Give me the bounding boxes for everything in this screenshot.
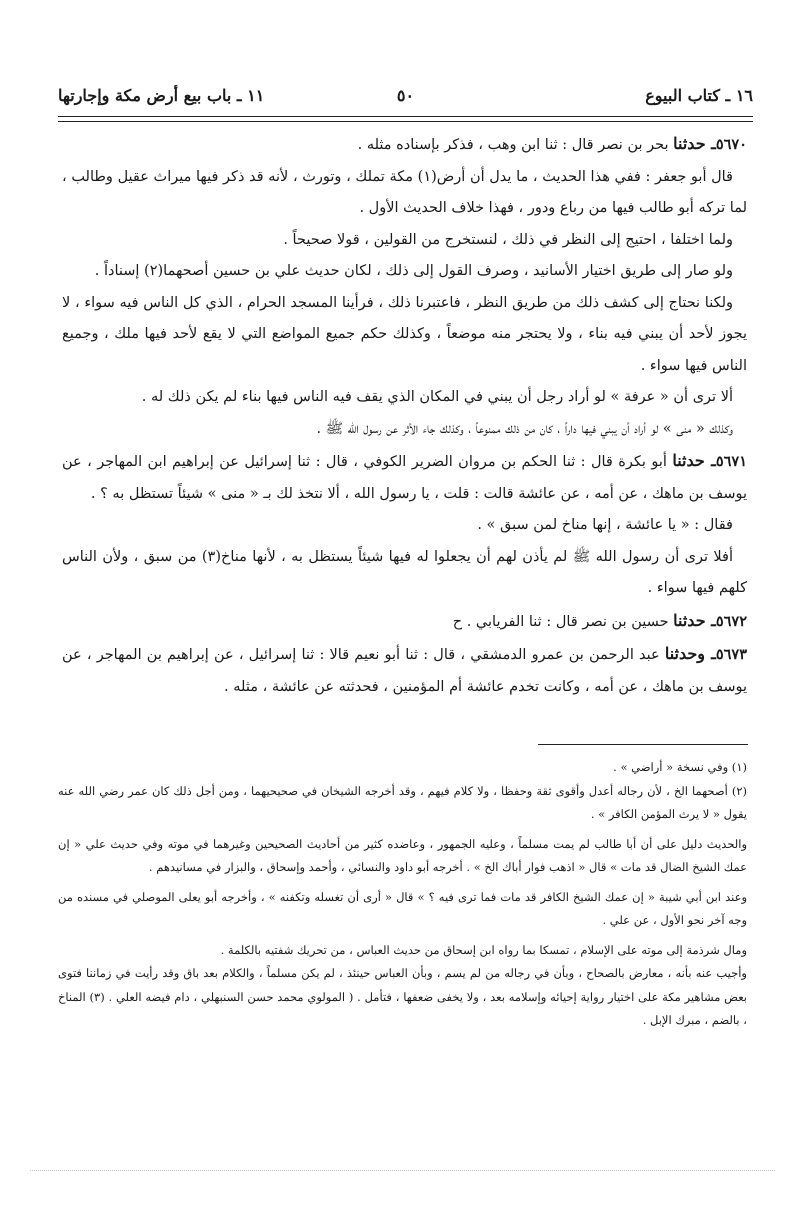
footnote-divider xyxy=(538,744,748,745)
paragraph: ولما اختلفا ، احتيج إلى النظر في ذلك ، لنستخرج من القولين ، قولا صحيحاً . xyxy=(283,231,733,248)
footnote-paragraph: وعند ابن أبي شيبة « إن عمك الشيخ الكافر قد مات فما ترى فيه ؟ » قال « أرى أن تغسله وتكفنه » ، وأخرجه أبو يعلى الموصلي في مسنده من وجه آخر نحو الأول ، عن علي . xyxy=(58,889,747,927)
main-text xyxy=(62,128,747,703)
paragraph: فقال : « يا عائشة ، إنها مناخ لمن سبق » . xyxy=(477,517,733,533)
paragraph-text: عبد الرحمن بن عمرو الدمشقي ، قال : ثنا أبو نعيم قالا : ثنا إسرائيل ، عن إبراهيم بن المهاجر ، عن يوسف بن ماهك ، عن أمه ، وكانت تخدم عائشة أم المؤمنين ، فحدثته عن عائشة ، مثله . xyxy=(62,647,747,695)
scan-edge xyxy=(30,1170,775,1171)
paragraph: أفلا ترى أن رسول الله ﷺ لم يأذن لهم أن يجعلوا له فيها شيئاً يستظل به ، لأنها مناخ(٣) من سبق ، ولأن الناس كلهم فيها سواء . xyxy=(62,548,747,596)
hadith-5672 xyxy=(62,605,747,639)
paragraph-text: حسين بن نصر قال : ثنا الفريابي . ح xyxy=(452,613,669,630)
hadith-number: ٥٦٧٠ xyxy=(715,136,747,153)
book-title: ١٦ ـ كتاب البيوع xyxy=(645,86,753,105)
hadith-5671 xyxy=(62,445,747,510)
page-number: ٥٠ xyxy=(396,86,415,105)
hadith-5673 xyxy=(62,638,747,703)
footnotes xyxy=(58,756,747,1033)
paragraph: ولكنا نحتاج إلى كشف ذلك من طريق النظر ، فاعتبرنا ذلك ، فرأينا المسجد الحرام ، الذي كل الناس فيه سواء ، لا يجوز لأحد أن يبني فيه بناء ، ولا يحتجر منه موضعاً ، وكذلك حكم جميع المواضع التي لا يقع لأحد فيها ملك ، وجميع الناس فيها سواء . xyxy=(62,294,747,374)
paragraph: ولو صار إلى طريق اختيار الأسانيد ، وصرف القول إلى ذلك ، لكان حديث علي بن حسين أصحهما(٢) إسناداً . xyxy=(94,263,733,279)
paragraph: ألا ترى أن « عرفة » لو أراد رجل أن يبني في المكان الذي يقف فيه الناس فيها بناء لم يكن ذلك له . xyxy=(141,389,733,405)
hadith-heading: ـ وحدثنا xyxy=(664,644,716,663)
footnote-1: (١) وفي نسخة « أراضي » . xyxy=(613,760,747,774)
hadith-number: ٥٦٧١ xyxy=(715,453,747,470)
footnote-paragraph: ومال شرذمة إلى موته على الإسلام ، تمسكا بما رواه ابن إسحاق من حديث العباس ، من تحريك شفتيه بالكلمة . xyxy=(220,942,747,957)
footnote-2: (٢) أصحهما الخ ، لأن رجاله أعدل وأقوى ثقة وحفظا ، ولا كلام فيهم ، وقد أخرجه الشيخان في صحيحيهما ، ومن أجل ذلك كان عمر رضي الله عنه يقول « لا يرث المؤمن الكافر » . xyxy=(58,783,747,821)
page-header xyxy=(58,86,753,114)
hadith-heading: ـ حدثنا xyxy=(672,451,716,470)
footnote-paragraph: والحديث دليل على أن أبا طالب لم يمت مسلماً ، وعليه الجمهور ، وعاضده كثير من أحاديث الصحيحين وغيرهما في موته وفي حديث علي « إن عمك الشيخ الضال قد مات » قال « اذهب فوار أباك الخ » . أخرجه أبو داود والنسائي ، وأحمد وإسحاق ، والبزار في مسانيدهم . xyxy=(58,836,747,874)
paragraph-text: أبو بكرة قال : ثنا الحكم بن مروان الضرير الكوفي ، قال : ثنا إسرائيل عن إبراهيم ابن المهاجر ، عن يوسف بن ماهك ، عن أمه ، عن عائشة قالت : قلت ، يا رسول الله ، ألا نتخذ لك بـ « منى » شيئاً تستظل به ؟ . xyxy=(62,454,747,502)
paragraph-text: بحر بن نصر قال : ثنا ابن وهب ، فذكر بإسناده مثله . xyxy=(357,137,669,153)
header-rule xyxy=(58,116,753,122)
paragraph: وكذلك « منى » لو أراد أن يبني فيها داراً ، كان من ذلك ممنوعاً ، وكذلك جاء الأثر عن رسول الله ﷺ . xyxy=(316,420,733,437)
footnote-paragraph: وأجيب عنه بأنه ، معارض بالصحاح ، وبأن في رجاله من لم يسم ، وبأن العباس حينئذ ، لم يكن مسلماً ، والكلام بعد باق وقد رأيت في زماننا فتوى بعض مشاهير مكة على اختيار رواية إحيائه وإسلامه بعد ، ولا يخفى ضعفها ، فتأمل . ( المولوي محمد حسن السنبهلي ، دام فيضه العلي . (٣) المناخ ، بالضم ، مبرك الإبل . xyxy=(58,966,747,1027)
paragraph: قال أبو جعفر : ففي هذا الحديث ، ما يدل أن أرض(١) مكة تملك ، وتورث ، لأنه قد ذكر فيها ميراث عقيل وطالب ، لما تركه أبو طالب فيها من رباع ودور ، فهذا خلاف الحديث الأول . xyxy=(62,168,747,216)
hadith-heading: ـ حدثنا xyxy=(673,610,716,630)
hadith-number: ٥٦٧٢ xyxy=(715,612,747,630)
chapter-title: ١١ ـ باب بيع أرض مكة وإجارتها xyxy=(58,86,265,105)
hadith-heading: ـ حدثنا xyxy=(673,134,716,153)
hadith-5670 xyxy=(62,128,747,162)
hadith-number: ٥٦٧٣ xyxy=(715,646,747,663)
